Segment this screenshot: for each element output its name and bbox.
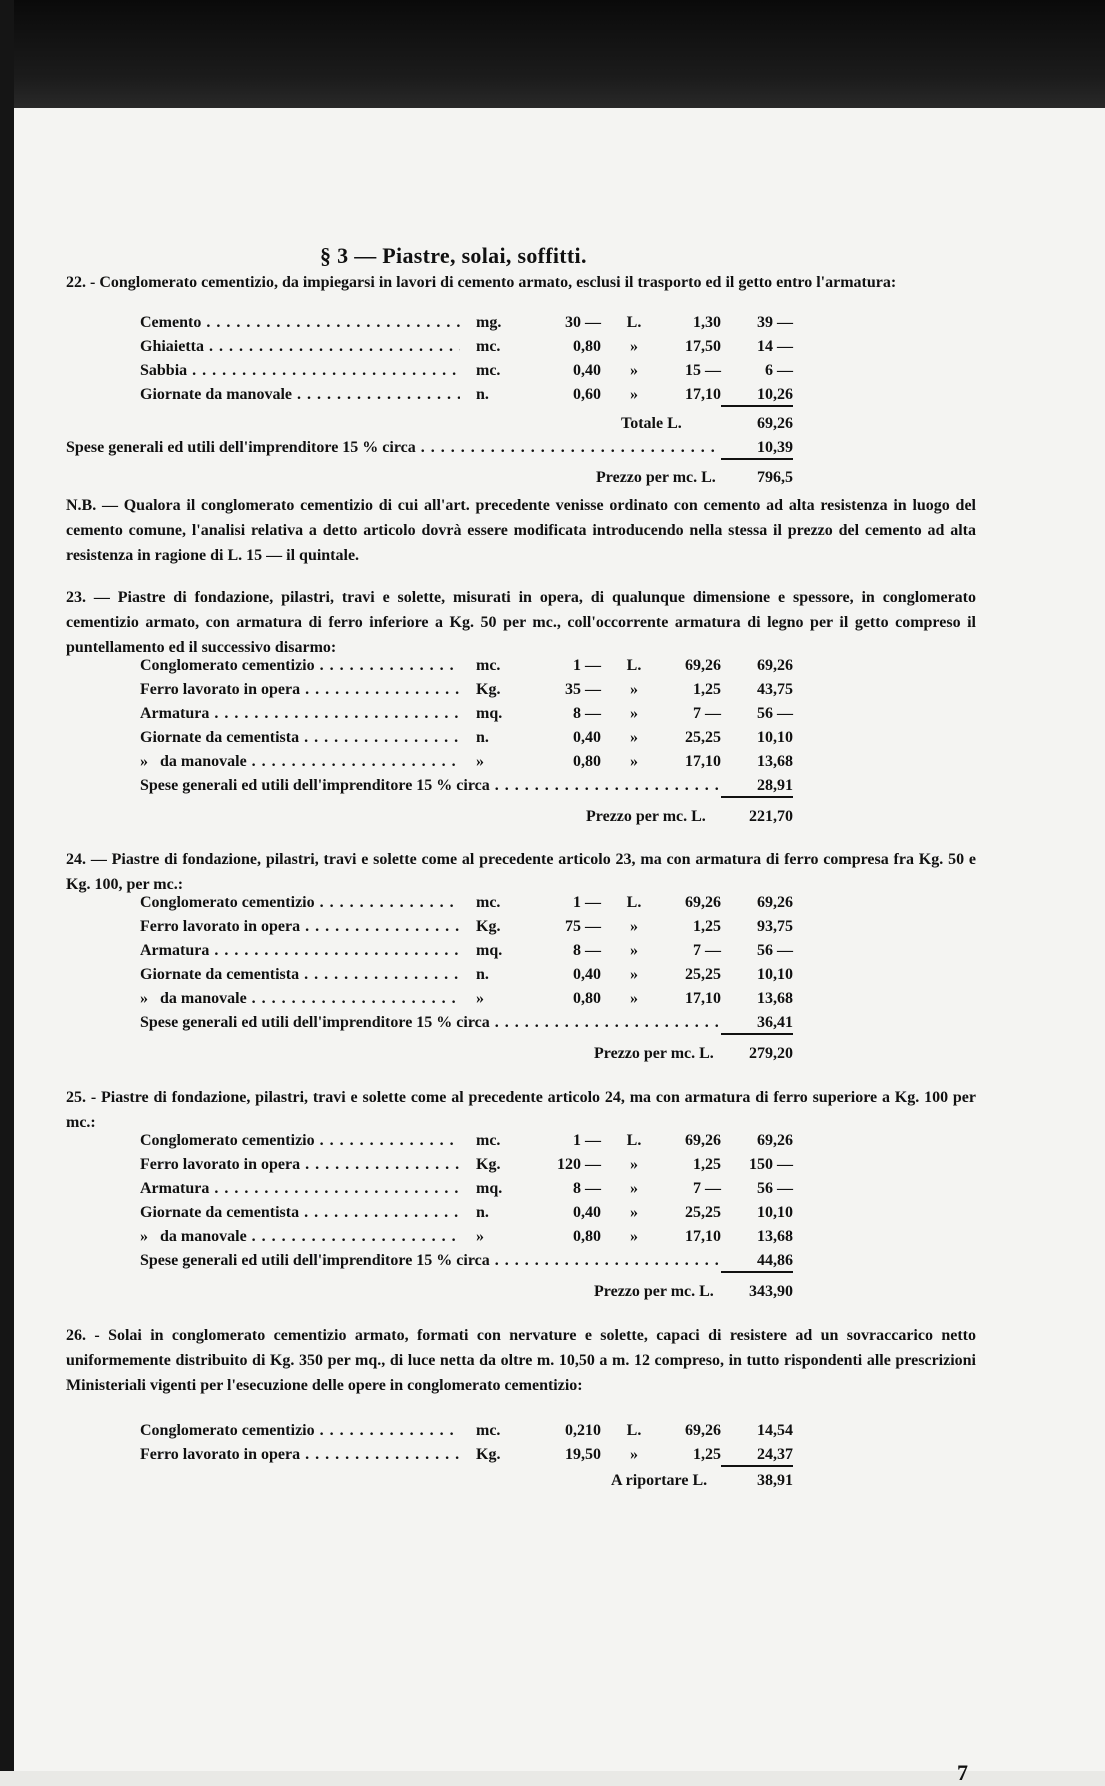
row-currency: » [630, 1446, 638, 1463]
row-item: Giornate da cementista . . . [140, 729, 460, 747]
table-row [66, 314, 976, 338]
row-qty: 0,80 [573, 338, 601, 355]
row-amount: 69,26 [757, 1132, 793, 1149]
row-qty: 1 — [573, 657, 601, 674]
prezzo-row [66, 808, 976, 832]
row-price: 1,25 [693, 681, 721, 698]
row-currency: » [630, 362, 638, 379]
row-item: Ghiaietta . . . [140, 338, 460, 356]
row-currency: L. [626, 314, 642, 331]
row-item: Ferro lavorato in opera . . . [140, 1446, 460, 1464]
row-currency: » [630, 705, 638, 722]
row-qty: 0,40 [573, 729, 601, 746]
row-amount: 10,10 [757, 1204, 793, 1221]
table-row [66, 657, 976, 681]
row-item: Ferro lavorato in opera . . . [140, 1156, 460, 1174]
row-currency: » [630, 1180, 638, 1197]
prezzo-row [66, 1283, 976, 1307]
row-qty: 0,60 [573, 386, 601, 403]
row-unit: mq. [476, 1180, 503, 1197]
row-item: Conglomerato cementizio . . . [140, 1132, 460, 1150]
table-row [66, 1156, 976, 1180]
row-amount: 14 — [757, 338, 793, 355]
row-item: Conglomerato cementizio . . . [140, 657, 460, 675]
row-unit: Kg. [476, 681, 501, 698]
row-amount: 10,10 [757, 729, 793, 746]
prezzo-label: Prezzo per mc. L. [596, 469, 716, 486]
row-price: 7 — [693, 1180, 721, 1197]
row-price: 1,25 [693, 1156, 721, 1173]
row-item: Ferro lavorato in opera . . . [140, 918, 460, 936]
row-amount: 93,75 [757, 918, 793, 935]
section-title: § 3 — Piastre, solai, soffitti. [320, 243, 587, 268]
row-qty: 35 — [565, 681, 601, 698]
row-price: 17,10 [685, 386, 721, 403]
row-qty: 0,80 [573, 990, 601, 1007]
row-item: Giornate da cementista . . . [140, 966, 460, 984]
row-amount: 13,68 [757, 753, 793, 770]
prezzo-amount: 221,70 [749, 808, 793, 825]
row-item: Conglomerato cementizio . . . [140, 894, 460, 912]
table-row [66, 942, 976, 966]
row-unit: mq. [476, 942, 503, 959]
row-item: Sabbia . . . [140, 362, 460, 380]
row-item: » da manovale . . . [140, 990, 460, 1008]
row-price: 25,25 [685, 966, 721, 983]
prezzo-amount: 279,20 [749, 1045, 793, 1062]
row-price: 69,26 [685, 894, 721, 911]
row-qty: 8 — [573, 705, 601, 722]
table-row [66, 1204, 976, 1228]
document-page [14, 108, 1105, 1785]
table-row [66, 338, 976, 362]
table-row [66, 1422, 976, 1446]
row-amount: 43,75 [757, 681, 793, 698]
row-item: Ferro lavorato in opera . . . [140, 681, 460, 699]
row-price: 25,25 [685, 1204, 721, 1221]
table-row [66, 729, 976, 753]
row-currency: » [630, 338, 638, 355]
row-price: 25,25 [685, 729, 721, 746]
spese-label: Spese generali ed utili dell'imprenditore 15 % circa . . . [66, 439, 721, 457]
row-price: 1,30 [693, 314, 721, 331]
row-qty: 120 — [557, 1156, 601, 1173]
row-unit: » [476, 990, 484, 1007]
prezzo-row [66, 1045, 976, 1069]
row-unit: mg. [476, 314, 502, 331]
row-amount: 69,26 [757, 657, 793, 674]
page-number: 7 [957, 1760, 968, 1785]
row-currency: » [630, 1228, 638, 1245]
row-price: 1,25 [693, 918, 721, 935]
item-24-description: 24. — Piastre di fondazione, pilastri, travi e solette come al precedente articolo 23, ma con armatura di ferro compresa fra Kg. 50 e Kg. 100, per mc.: [66, 851, 976, 893]
row-qty: 1 — [573, 1132, 601, 1149]
row-amount: 13,68 [757, 990, 793, 1007]
row-price: 7 — [693, 942, 721, 959]
row-price: 17,50 [685, 338, 721, 355]
row-item: Cemento . . . [140, 314, 460, 332]
table-row [66, 894, 976, 918]
row-price: 69,26 [685, 1422, 721, 1439]
row-item: Armatura . . . [140, 1180, 460, 1198]
row-unit: mc. [476, 338, 501, 355]
riportare-amount: 38,91 [757, 1472, 793, 1489]
spese-row [66, 1252, 976, 1276]
row-qty: 0,80 [573, 753, 601, 770]
row-unit: n. [476, 729, 489, 746]
row-currency: » [630, 1156, 638, 1173]
row-item: » da manovale . . . [140, 1228, 460, 1246]
row-qty: 0,40 [573, 966, 601, 983]
prezzo-amount: 343,90 [749, 1283, 793, 1300]
row-price: 7 — [693, 705, 721, 722]
row-currency: L. [626, 1132, 642, 1149]
row-unit: mc. [476, 362, 501, 379]
row-unit: » [476, 1228, 484, 1245]
scan-dark-border-left [0, 0, 14, 1771]
row-amount: 39 — [757, 314, 793, 331]
row-qty: 19,50 [565, 1446, 601, 1463]
row-price: 17,10 [685, 990, 721, 1007]
row-unit: Kg. [476, 918, 501, 935]
row-qty: 1 — [573, 894, 601, 911]
row-unit: mc. [476, 657, 501, 674]
riportare-label: A riportare L. [611, 1472, 708, 1489]
row-unit: n. [476, 1204, 489, 1221]
table-row [66, 362, 976, 386]
spese-amount: 28,91 [721, 777, 793, 798]
spese-amount: 10,39 [721, 439, 793, 460]
spese-amount: 36,41 [721, 1014, 793, 1035]
row-amount: 14,54 [757, 1422, 793, 1439]
row-amount: 13,68 [757, 1228, 793, 1245]
table-row [66, 1446, 976, 1470]
row-amount: 10,26 [721, 386, 793, 407]
row-price: 1,25 [693, 1446, 721, 1463]
row-currency: » [630, 681, 638, 698]
row-unit: mc. [476, 1132, 501, 1149]
row-price: 69,26 [685, 657, 721, 674]
row-amount: 10,10 [757, 966, 793, 983]
row-amount: 56 — [757, 705, 793, 722]
item-25-description: 25. - Piastre di fondazione, pilastri, travi e solette come al precedente articolo 24, ma con armatura di ferro superiore a Kg. 100 per mc.: [66, 1089, 976, 1131]
row-item: Conglomerato cementizio . . . [140, 1422, 460, 1440]
row-item: Armatura . . . [140, 942, 460, 960]
table-row [66, 386, 976, 410]
spese-row [66, 1014, 976, 1038]
row-unit: Kg. [476, 1446, 501, 1463]
spese-label: Spese generali ed utili dell'imprenditore 15 % circa . . . [140, 1252, 721, 1270]
row-unit: n. [476, 386, 489, 403]
row-currency: » [630, 729, 638, 746]
item-23-description: 23. — Piastre di fondazione, pilastri, travi e solette, misurati in opera, di qualunque dimensione e spessore, in conglomerato cementizio armato, con armatura di ferro inferiore a Kg. 50 per mc., coll'occorrente armatura di legno per il getto compreso il puntellamento ed il successivo disarmo: [66, 589, 976, 656]
table-row [66, 966, 976, 990]
totale-row [66, 415, 976, 439]
table-row [66, 705, 976, 729]
row-unit: mq. [476, 705, 503, 722]
totale-amount: 69,26 [757, 415, 793, 432]
row-price: 17,10 [685, 1228, 721, 1245]
row-qty: 30 — [565, 314, 601, 331]
row-amount: 24,37 [721, 1446, 793, 1467]
row-price: 69,26 [685, 1132, 721, 1149]
row-unit: mc. [476, 894, 501, 911]
row-currency: L. [626, 894, 642, 911]
row-currency: L. [626, 1422, 642, 1439]
row-qty: 0,210 [565, 1422, 601, 1439]
nota-bene: N.B. — Qualora il conglomerato cementizio di cui all'art. precedente venisse ordinato con cemento ad alta resistenza in luogo del cemento comune, l'analisi relativa a detto articolo dovrà essere modificata introducendo nella stessa il prezzo del cemento ad alta resistenza in ragione di L. 15 — il quintale. [66, 497, 976, 564]
row-item: » da manovale . . . [140, 753, 460, 771]
row-amount: 6 — [765, 362, 793, 379]
row-unit: » [476, 753, 484, 770]
item-26-description: 26. - Solai in conglomerato cementizio armato, formati con nervature e solette, capaci di resistere ad un sovraccarico netto uniformemente distribuito di Kg. 350 per mq., di luce netta da oltre m. 10,50 a m. 12 compreso, in tutto rispondenti alle prescrizioni Ministeriali vigenti per l'esecuzione delle opere in conglomerato cementizio: [66, 1327, 976, 1394]
table-row [66, 990, 976, 1014]
item-22-description: 22. - Conglomerato cementizio, da impiegarsi in lavori di cemento armato, esclusi il trasporto ed il getto entro l'armatura: [66, 274, 897, 291]
row-price: 15 — [685, 362, 721, 379]
row-amount: 56 — [757, 1180, 793, 1197]
row-currency: » [630, 966, 638, 983]
row-item: Giornate da manovale . . . [140, 386, 460, 404]
row-qty: 0,40 [573, 362, 601, 379]
table-row [66, 681, 976, 705]
row-currency: » [630, 942, 638, 959]
row-currency: » [630, 990, 638, 1007]
spese-row [66, 439, 976, 463]
row-item: Giornate da cementista . . . [140, 1204, 460, 1222]
row-amount: 56 — [757, 942, 793, 959]
row-unit: Kg. [476, 1156, 501, 1173]
row-qty: 0,80 [573, 1228, 601, 1245]
row-item: Armatura . . . [140, 705, 460, 723]
prezzo-label: Prezzo per mc. L. [594, 1283, 714, 1300]
scan-dark-border-top [0, 0, 1105, 110]
row-currency: » [630, 386, 638, 403]
prezzo-amount: 796,5 [757, 469, 793, 486]
row-currency: » [630, 753, 638, 770]
riportare-row [66, 1472, 976, 1496]
row-amount: 69,26 [757, 894, 793, 911]
table-row [66, 918, 976, 942]
row-qty: 8 — [573, 942, 601, 959]
row-currency: L. [626, 657, 642, 674]
prezzo-label: Prezzo per mc. L. [594, 1045, 714, 1062]
row-qty: 8 — [573, 1180, 601, 1197]
spese-row [66, 777, 976, 801]
row-currency: » [630, 1204, 638, 1221]
row-price: 17,10 [685, 753, 721, 770]
row-unit: n. [476, 966, 489, 983]
table-row [66, 1132, 976, 1156]
spese-label: Spese generali ed utili dell'imprenditore 15 % circa . . . [140, 1014, 721, 1032]
table-row [66, 753, 976, 777]
row-amount: 150 — [749, 1156, 793, 1173]
table-row [66, 1180, 976, 1204]
spese-label: Spese generali ed utili dell'imprenditore 15 % circa . . . [140, 777, 721, 795]
row-qty: 0,40 [573, 1204, 601, 1221]
prezzo-row [66, 469, 976, 493]
totale-label: Totale L. [621, 415, 682, 432]
row-qty: 75 — [565, 918, 601, 935]
row-unit: mc. [476, 1422, 501, 1439]
table-row [66, 1228, 976, 1252]
prezzo-label: Prezzo per mc. L. [586, 808, 706, 825]
row-currency: » [630, 918, 638, 935]
spese-amount: 44,86 [721, 1252, 793, 1273]
